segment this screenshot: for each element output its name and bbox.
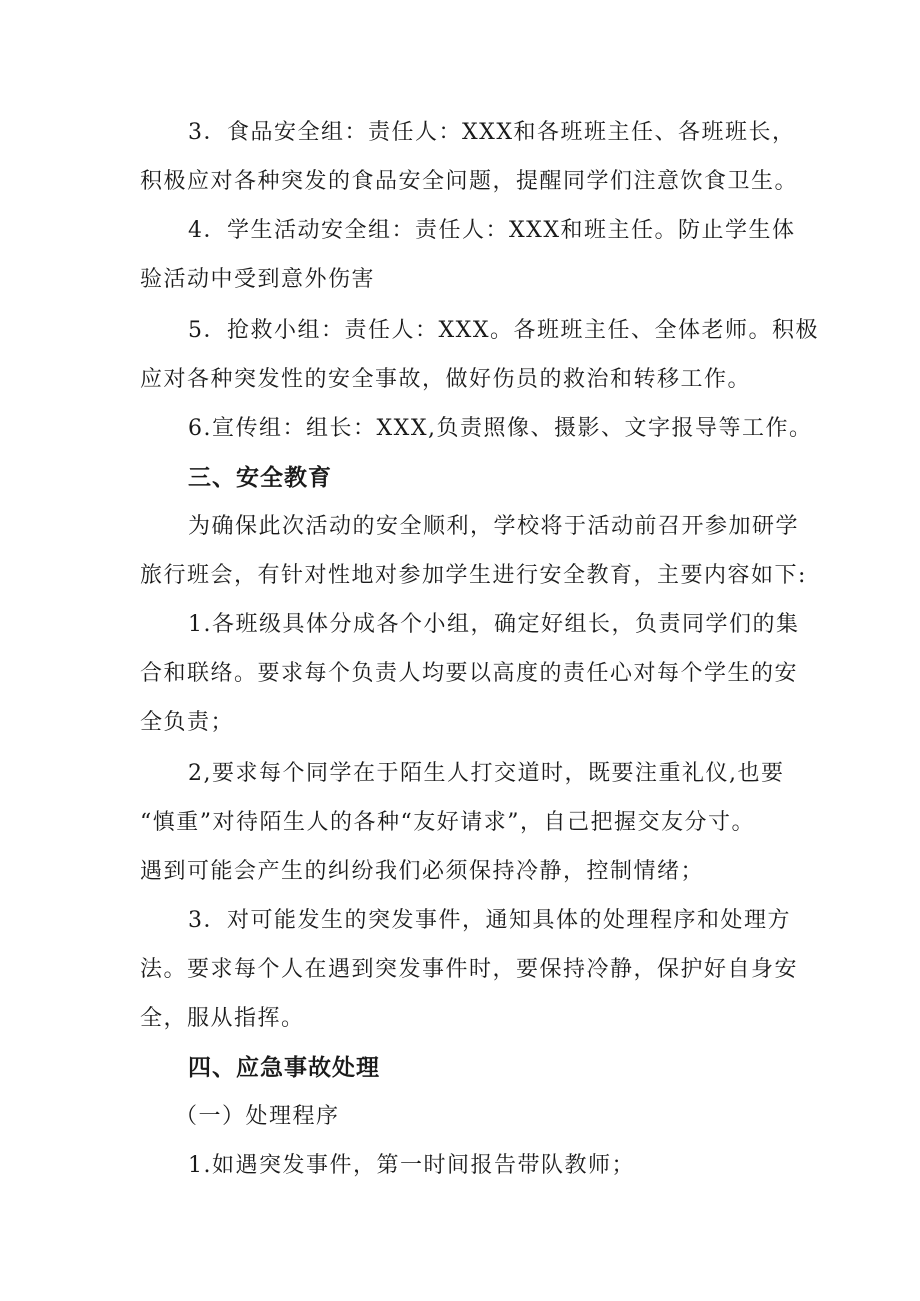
- paragraph-procedure-item1: 1.如遇突发事件，第一时间报告带队教师；: [188, 1153, 635, 1178]
- paragraph-education-item2-line-1: 2,要求每个同学在于陌生人打交道时，既要注重礼仪,也要: [188, 761, 785, 786]
- paragraph-education-item3-line-2: 法。要求每个人在遇到突发事件时，要保持冷静，保护好自身安: [140, 957, 799, 982]
- paragraph-education-item2-line-3: 遇到可能会产生的纠纷我们必须保持冷静，控制情绪；: [140, 859, 705, 884]
- paragraph-education-item1-line-3: 全负责；: [140, 710, 235, 735]
- section-heading-emergency: 四、应急事故处理: [188, 1055, 380, 1081]
- subheading-procedure: （一）处理程序: [175, 1104, 340, 1129]
- paragraph-education-item3-line-1: 3．对可能发生的突发事件，通知具体的处理程序和处理方: [188, 908, 791, 933]
- paragraph-rescue-line-1: 5．抢救小组：责任人：XXX。各班班主任、全体老师。积极: [188, 318, 819, 343]
- paragraph-activity-safety-line-2: 验活动中受到意外伤害: [140, 267, 376, 292]
- paragraph-activity-safety-line-1: 4．学生活动安全组：责任人：XXX和班主任。防止学生体: [188, 218, 796, 243]
- paragraph-food-safety-line-1: 3．食品安全组：责任人：XXX和各班班主任、各班班长，: [188, 120, 796, 145]
- section-heading-safety-education: 三、安全教育: [188, 465, 332, 491]
- paragraph-education-item1-line-2: 合和联络。要求每个负责人均要以高度的责任心对每个学生的安: [140, 661, 799, 686]
- paragraph-rescue-line-2: 应对各种突发性的安全事故，做好伤员的救治和转移工作。: [140, 367, 752, 392]
- paragraph-education-intro-line-1: 为确保此次活动的安全顺利，学校将于活动前召开参加研学: [188, 514, 800, 539]
- paragraph-education-item2-line-2: “慎重”对待陌生人的各种“友好请求”，自己把握交友分寸。: [140, 810, 755, 835]
- paragraph-education-item1-line-1: 1.各班级具体分成各个小组，确定好组长，负责同学们的集: [188, 612, 800, 637]
- paragraph-education-item3-line-3: 全，服从指挥。: [140, 1006, 305, 1031]
- paragraph-food-safety-line-2: 积极应对各种突发的食品安全问题，提醒同学们注意饮食卫生。: [140, 169, 799, 194]
- paragraph-education-intro-line-2: 旅行班会，有针对性地对参加学生进行安全教育，主要内容如下:: [140, 563, 807, 588]
- paragraph-publicity-line: 6.宣传组：组长：XXX,负责照像、摄影、文字报导等工作。: [188, 416, 813, 441]
